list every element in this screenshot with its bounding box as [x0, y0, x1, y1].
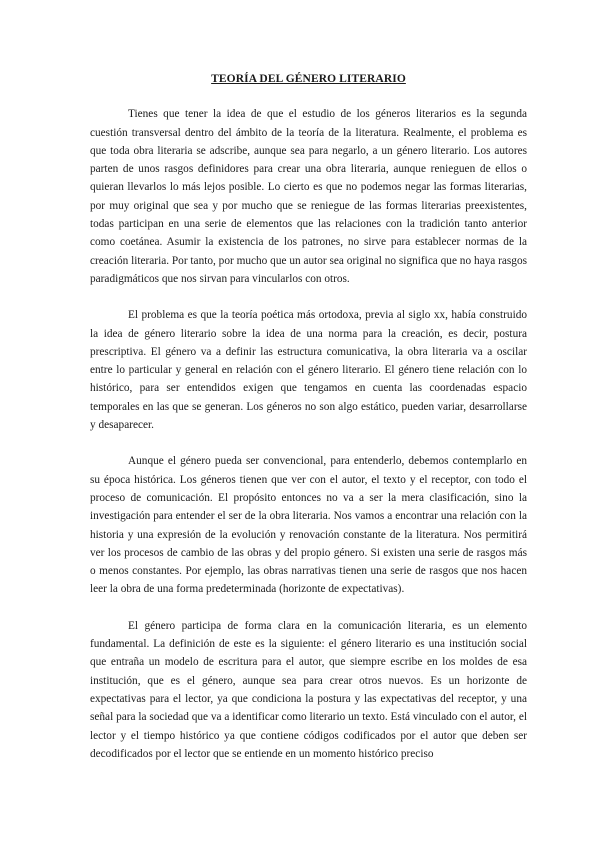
- paragraph-2: El problema es que la teoría poética más ortodoxa, previa al siglo xx, había construido la idea de género literario sobre la idea de una norma para la creación, es decir, postura prescriptiva. El género va a definir las estructura comunicativa, la obra literaria va a oscilar entre lo particular y general en relación con el género literario. El género tiene relación con lo histórico, para ser entendidos exigen que tengamos en cuenta las coordenadas espacio temporales en las que se generan. Los géneros no son algo estático, pueden variar, desarrollarse y desaparecer.: [90, 309, 527, 432]
- paragraph-3: Aunque el género pueda ser convencional, para entenderlo, debemos contemplarlo en su época histórica. Los géneros tienen que ver con el autor, el texto y el receptor, con todo el proceso de comunicación. El propósito entonces no va a ser la mera clasificación, sino la investigación para entender el ser de la obra literaria. Nos vamos a encontrar una relación con la historia y una expresión de la evolución y renovación constante de la literatura. Nos permitirá ver los procesos de cambio de las obras y del propio género. Si existen una serie de rasgos más o menos constantes. Por ejemplo, las obras narrativas tienen una serie de rasgos que nos hacen leer la obra de una forma predeterminada (horizonte de expectativas).: [90, 455, 527, 596]
- document-title: TEORÍA DEL GÉNERO LITERARIO: [211, 73, 406, 85]
- paragraph-1: Tienes que tener la idea de que el estudio de los géneros literarios es la segunda cuestión transversal dentro del ámbito de la teoría de la literatura. Realmente, el problema es que toda obra literaria se adscribe, aunque sea para negarlo, a un género literario. Los autores parten de unos rasgos definidores para crear una obra literaria, aunque renieguen de ellos o quieran llevarlos lo más lejos posible. Lo cierto es que no podemos negar las formas literarias, por muy original que sea y por mucho que se reniegue de las formas literarias preexistentes, todas participan en una serie de elementos que las relaciones con la tradición tanto anterior como coetánea. Asumir la existencia de los patrones, no sirve para establecer normas de la creación literaria. Por tanto, por mucho que un autor sea original no significa que no haya rasgos paradigmáticos que nos sirvan para vincularlos con otros.: [90, 108, 527, 285]
- paragraph-4: El género participa de forma clara en la comunicación literaria, es un elemento fundamental. La definición de este es la siguiente: el género literario es una institución social que entraña un modelo de escritura para el autor, que siempre escribe en los moldes de esa institución, que es el género, aunque sea para crear otros nuevos. Es un horizonte de expectativas para el lector, ya que condiciona la postura y las expectativas del receptor, y una señal para la sociedad que va a identificar como literario un texto. Está vinculado con el autor, el lector y el tiempo histórico ya que contiene códigos codificados por el autor que deben ser decodificados por el lector que se entiende en un momento histórico preciso: [90, 619, 527, 760]
- document-body: [90, 70, 527, 781]
